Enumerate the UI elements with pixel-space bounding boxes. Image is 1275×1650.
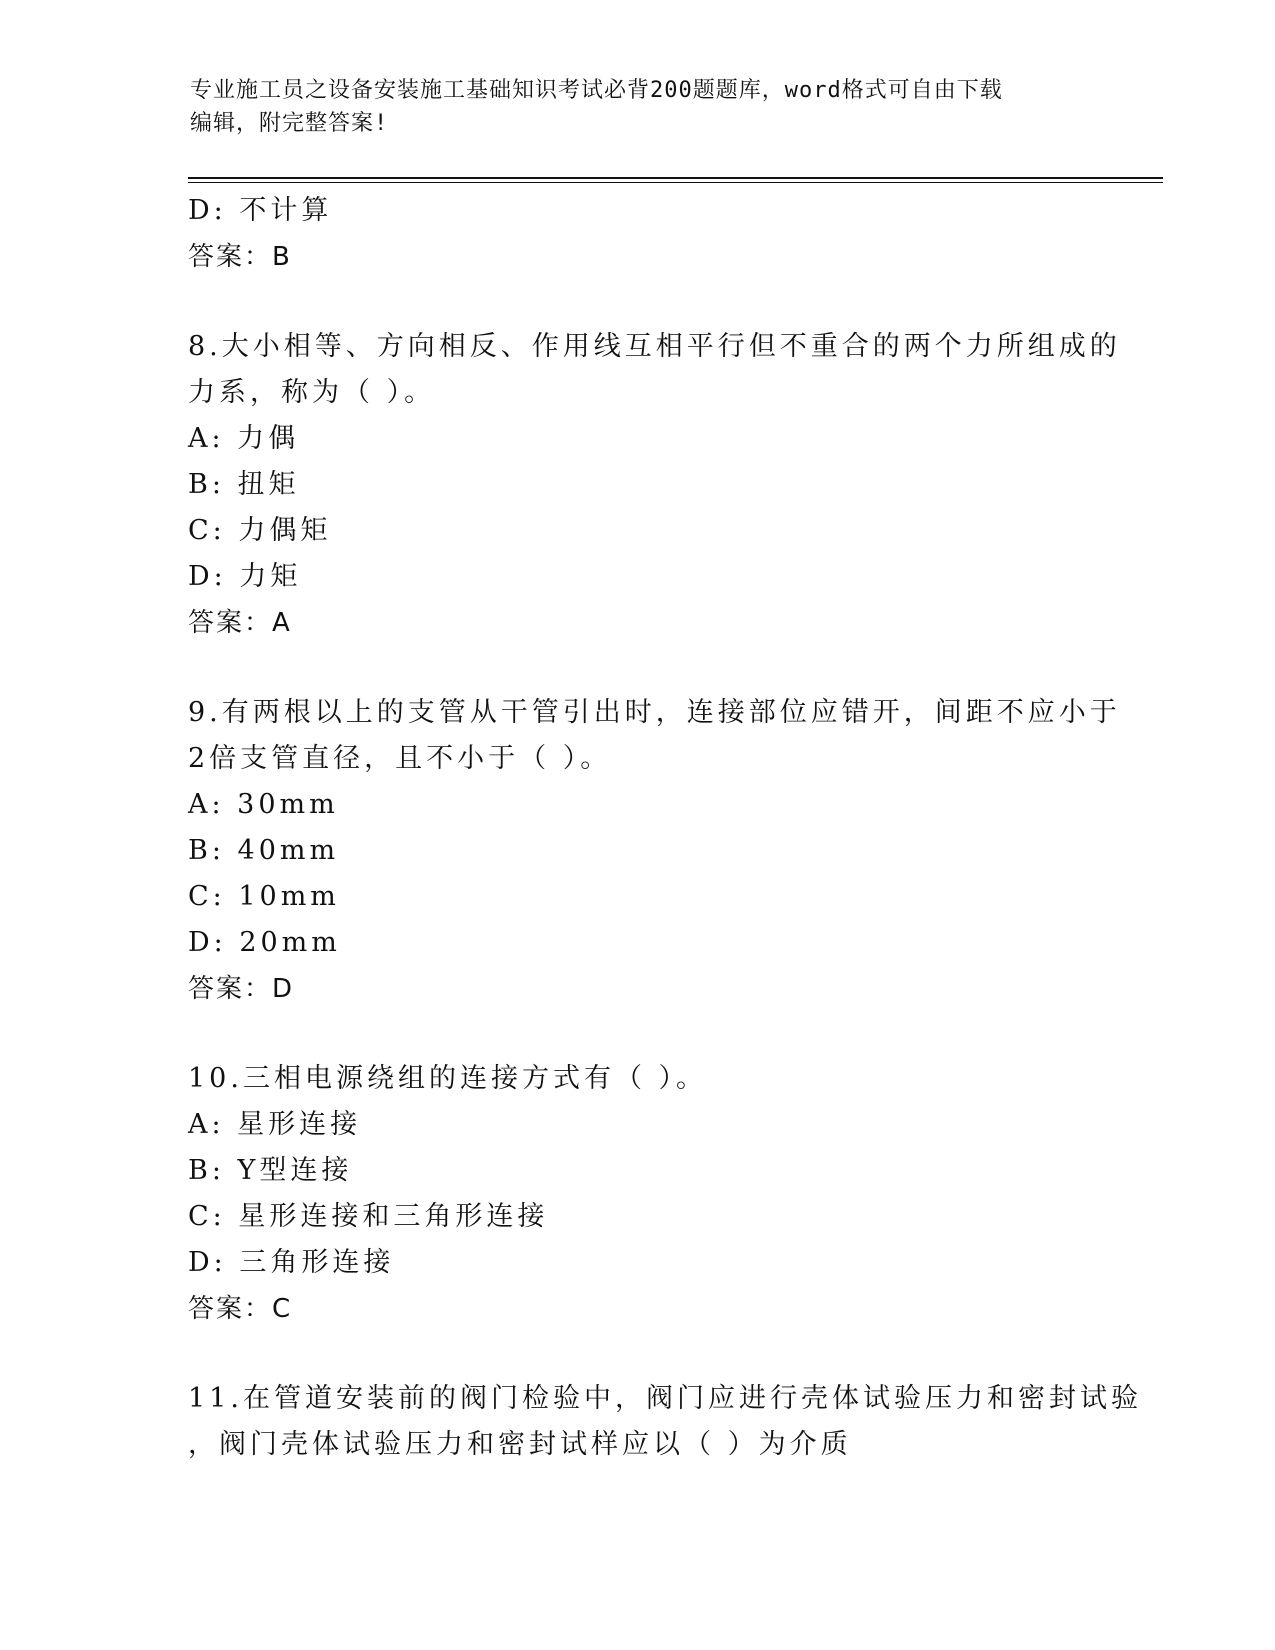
option-a: A: 30mm bbox=[188, 789, 339, 820]
question-stem: 2倍支管直径，且不小于（ ）。 bbox=[188, 743, 612, 774]
spacer bbox=[188, 1012, 1108, 1056]
option-a: A: 星形连接 bbox=[188, 1109, 362, 1140]
option-b: B: 40mm bbox=[188, 835, 340, 866]
answer-line: 答案：C bbox=[188, 1294, 293, 1324]
document-header bbox=[190, 74, 1090, 140]
question-10 bbox=[188, 1056, 1108, 1332]
question-prev bbox=[188, 188, 1108, 280]
option-b: B: 扭矩 bbox=[188, 469, 300, 500]
question-stem: 力系，称为（ ）。 bbox=[188, 377, 436, 408]
question-9 bbox=[188, 690, 1121, 1012]
header-title-line-2: 编辑，附完整答案! bbox=[190, 111, 389, 136]
question-stem: 10.三相电源绕组的连接方式有（ ）。 bbox=[188, 1063, 708, 1094]
spacer bbox=[188, 1332, 1108, 1376]
answer-line: 答案：A bbox=[188, 608, 292, 638]
option-b: B: Y型连接 bbox=[188, 1155, 353, 1186]
question-stem: ，阀门壳体试验压力和密封试样应以（ ）为介质 bbox=[188, 1429, 852, 1460]
option-c: C: 力偶矩 bbox=[188, 515, 332, 546]
spacer bbox=[188, 280, 1108, 324]
question-stem: 9.有两根以上的支管从干管引出时，连接部位应错开，间距不应小于 bbox=[188, 697, 1121, 728]
answer-line: 答案：D bbox=[188, 974, 295, 1004]
question-stem: 8.大小相等、方向相反、作用线互相平行但不重合的两个力所组成的 bbox=[188, 331, 1121, 362]
question-list bbox=[188, 188, 1142, 1468]
option-d: D: 力矩 bbox=[188, 561, 302, 592]
option-d: D: 三角形连接 bbox=[188, 1247, 395, 1278]
spacer bbox=[188, 646, 1108, 690]
header-title-line-1: 专业施工员之设备安装施工基础知识考试必背200题题库，word格式可自由下载 bbox=[190, 78, 1003, 103]
option-d: D: 不计算 bbox=[188, 195, 333, 226]
option-a: A: 力偶 bbox=[188, 423, 300, 454]
answer-line: 答案：B bbox=[188, 242, 292, 272]
option-c: C: 10mm bbox=[188, 881, 340, 912]
question-8 bbox=[188, 324, 1121, 646]
header-divider-thin bbox=[188, 182, 1163, 183]
option-d: D: 20mm bbox=[188, 927, 341, 958]
question-stem: 11.在管道安装前的阀门检验中，阀门应进行壳体试验压力和密封试验 bbox=[188, 1383, 1142, 1414]
question-11 bbox=[188, 1376, 1142, 1468]
option-c: C: 星形连接和三角形连接 bbox=[188, 1201, 549, 1232]
header-divider-thick bbox=[188, 177, 1163, 179]
